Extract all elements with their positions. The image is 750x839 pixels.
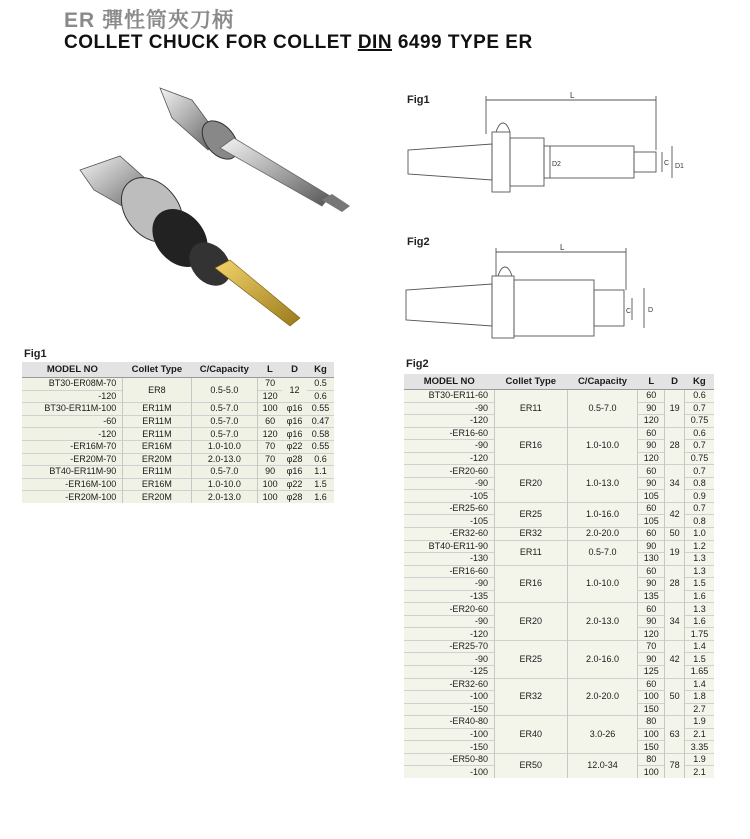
column-header: C/Capacity	[567, 374, 638, 390]
table-cell: 100	[258, 478, 282, 491]
table-cell: -60	[22, 415, 123, 428]
table-cell: ER50	[494, 753, 567, 778]
table-row	[404, 565, 714, 578]
table-cell: 100	[638, 766, 665, 778]
table-cell: 120	[638, 415, 665, 428]
table-cell: 34	[665, 603, 685, 641]
table-cell: BT30-ER11-60	[404, 390, 494, 403]
table-cell: 150	[638, 703, 665, 716]
fig1-dim-d1: D1	[675, 163, 684, 170]
table-row	[22, 440, 334, 453]
table-cell: -120	[22, 428, 123, 441]
table-cell: φ16	[282, 428, 307, 441]
spec-table-fig2	[404, 374, 714, 778]
table-cell: 1.5	[685, 578, 714, 591]
table-cell: 42	[665, 640, 685, 678]
table-cell: -125	[404, 666, 494, 679]
table-cell: 60	[638, 502, 665, 515]
title-chinese: ER 彈性筒夾刀柄	[64, 9, 235, 32]
title-english	[64, 32, 533, 54]
table-cell: -100	[404, 766, 494, 778]
table-cell: 0.55	[307, 440, 334, 453]
table-cell: ER11	[494, 540, 567, 565]
table-cell: -90	[404, 477, 494, 490]
table-cell: 70	[638, 640, 665, 653]
table-cell: -ER32-60	[404, 678, 494, 691]
table-cell: φ22	[282, 478, 307, 491]
product-photo	[60, 78, 360, 338]
table-cell: 12	[282, 378, 307, 403]
table-cell: -90	[404, 402, 494, 415]
table-cell: 150	[638, 741, 665, 754]
column-header: L	[258, 362, 282, 378]
table-cell: 60	[638, 528, 665, 541]
fig1-dim-l: L	[570, 91, 575, 100]
table-cell: 60	[638, 678, 665, 691]
table-cell: ER8	[123, 378, 191, 403]
table-row	[22, 466, 334, 479]
table-cell: 1.0-16.0	[567, 502, 638, 527]
table-cell: 1.2	[685, 540, 714, 553]
table-cell: 1.3	[685, 603, 714, 616]
table-cell: 0.8	[685, 477, 714, 490]
table-cell: 1.4	[685, 678, 714, 691]
table-cell: 50	[665, 678, 685, 716]
table-cell: -ER40-80	[404, 716, 494, 729]
table-cell: 1.9	[685, 753, 714, 766]
column-header: D	[665, 374, 685, 390]
table-row	[404, 540, 714, 553]
table-cell: ER11M	[123, 428, 191, 441]
table-cell: 0.5-7.0	[191, 428, 258, 441]
table-cell: 80	[638, 753, 665, 766]
fig1-dim-c: C	[664, 160, 670, 167]
table-cell: -130	[404, 553, 494, 566]
table-row	[404, 528, 714, 541]
fig2-technical-drawing	[400, 240, 710, 360]
table-cell: 1.0-13.0	[567, 465, 638, 503]
column-header: MODEL NO	[22, 362, 123, 378]
table-row	[22, 453, 334, 466]
table-cell: 2.0-20.0	[567, 678, 638, 716]
table-cell: 34	[665, 465, 685, 503]
table-cell: 0.75	[685, 452, 714, 465]
table-cell: ER32	[494, 528, 567, 541]
table-row	[404, 753, 714, 766]
table-cell: φ16	[282, 415, 307, 428]
fig2-dim-l: L	[560, 243, 565, 252]
table-cell: 70	[258, 378, 282, 391]
table-row	[404, 640, 714, 653]
table-cell: ER16	[494, 565, 567, 603]
fig1-technical-drawing	[400, 90, 710, 210]
table-cell: 60	[638, 390, 665, 403]
table-cell: ER20	[494, 465, 567, 503]
table-cell: -90	[404, 615, 494, 628]
table-cell: -ER20M-100	[22, 491, 123, 503]
table-cell: φ16	[282, 466, 307, 479]
table-cell: -150	[404, 703, 494, 716]
table-cell: 0.47	[307, 415, 334, 428]
table-row	[22, 428, 334, 441]
table-cell: 1.0-10.0	[191, 478, 258, 491]
fig2-drawing-label: Fig2	[407, 236, 430, 248]
spec-table-fig1	[22, 362, 334, 503]
table-cell: 78	[665, 753, 685, 778]
table-cell: ER11M	[123, 415, 191, 428]
table-cell: ER40	[494, 716, 567, 754]
table-cell: 0.5	[307, 378, 334, 391]
table-cell: -ER50-80	[404, 753, 494, 766]
table-cell: 1.0-10.0	[567, 427, 638, 465]
table-cell: BT30-ER08M-70	[22, 378, 123, 391]
table-cell: 1.6	[685, 590, 714, 603]
table-cell: 100	[638, 691, 665, 704]
table-cell: 60	[638, 603, 665, 616]
table-cell: -120	[22, 390, 123, 403]
table-cell: -90	[404, 440, 494, 453]
table-cell: -100	[404, 691, 494, 704]
table-cell: 120	[258, 428, 282, 441]
table-row	[22, 403, 334, 416]
table-cell: 0.5-7.0	[191, 415, 258, 428]
table-cell: -ER20-60	[404, 465, 494, 478]
table-cell: 50	[665, 528, 685, 541]
table-cell: 1.3	[685, 553, 714, 566]
table-cell: 0.8	[685, 515, 714, 528]
table-cell: 1.6	[685, 615, 714, 628]
table-cell: 63	[665, 716, 685, 754]
table-cell: 0.75	[685, 415, 714, 428]
table-cell: ER25	[494, 640, 567, 678]
table-cell: -ER20-60	[404, 603, 494, 616]
table-cell: 90	[258, 466, 282, 479]
table-cell: 28	[665, 427, 685, 465]
table-cell: -105	[404, 490, 494, 503]
table-cell: 28	[665, 565, 685, 603]
table-cell: -90	[404, 578, 494, 591]
table-cell: 80	[638, 716, 665, 729]
table-cell: -ER25-70	[404, 640, 494, 653]
table-cell: 90	[638, 402, 665, 415]
table-cell: 1.5	[307, 478, 334, 491]
column-header: Kg	[307, 362, 334, 378]
column-header: L	[638, 374, 665, 390]
table-cell: 1.8	[685, 691, 714, 704]
table-cell: 100	[638, 728, 665, 741]
table-cell: 0.6	[307, 390, 334, 403]
table-cell: 60	[638, 565, 665, 578]
table-cell: -120	[404, 452, 494, 465]
table-cell: 100	[258, 403, 282, 416]
table-cell: ER16M	[123, 440, 191, 453]
table-cell: 125	[638, 666, 665, 679]
table-row	[404, 390, 714, 403]
table-cell: ER16M	[123, 478, 191, 491]
table-cell: 120	[638, 452, 665, 465]
table-cell: 0.7	[685, 502, 714, 515]
title-prefix: COLLET CHUCK FOR COLLET	[64, 32, 353, 53]
fig1-dim-d2: D2	[552, 161, 561, 168]
column-header: D	[282, 362, 307, 378]
table-row	[404, 502, 714, 515]
holder-long-icon	[160, 88, 350, 212]
table-row	[22, 478, 334, 491]
table-row	[404, 678, 714, 691]
table-cell: 0.5-7.0	[567, 540, 638, 565]
table-cell: 0.7	[685, 440, 714, 453]
table-cell: -ER32-60	[404, 528, 494, 541]
table-cell: 0.58	[307, 428, 334, 441]
table-cell: 12.0-34	[567, 753, 638, 778]
table-cell: 90	[638, 615, 665, 628]
table-cell: 19	[665, 390, 685, 428]
table-cell: 105	[638, 490, 665, 503]
table-cell: φ28	[282, 453, 307, 466]
table-row	[404, 603, 714, 616]
table-cell: 1.0	[685, 528, 714, 541]
table-cell: 0.6	[685, 390, 714, 403]
table-cell: 1.0-10.0	[567, 565, 638, 603]
table-cell: -ER16M-70	[22, 440, 123, 453]
title-suffix: 6499 TYPE ER	[397, 32, 533, 53]
table-row	[22, 415, 334, 428]
table-cell: -150	[404, 741, 494, 754]
table-cell: 0.5-7.0	[567, 390, 638, 428]
table-cell: ER32	[494, 678, 567, 716]
table1-label: Fig1	[24, 348, 47, 360]
fig2-dim-d: D	[648, 307, 654, 314]
column-header: Collet Type	[123, 362, 191, 378]
table-cell: 120	[638, 628, 665, 641]
table-cell: 1.3	[685, 565, 714, 578]
table-cell: -105	[404, 515, 494, 528]
table-cell: -ER25-60	[404, 502, 494, 515]
table-cell: φ28	[282, 491, 307, 503]
table-cell: 2.7	[685, 703, 714, 716]
table-cell: 2.0-16.0	[567, 640, 638, 678]
table-cell: 1.0-10.0	[191, 440, 258, 453]
table-cell: 3.35	[685, 741, 714, 754]
table-cell: 0.6	[307, 453, 334, 466]
table-cell: 2.0-13.0	[567, 603, 638, 641]
holder-short-icon	[80, 156, 300, 326]
table-cell: 2.0-13.0	[191, 453, 258, 466]
table-cell: φ22	[282, 440, 307, 453]
table-cell: 1.1	[307, 466, 334, 479]
table-cell: 0.5-5.0	[191, 378, 258, 403]
table-cell: 19	[665, 540, 685, 565]
table-cell: 100	[258, 491, 282, 503]
table-cell: ER20	[494, 603, 567, 641]
table-row	[22, 378, 334, 391]
table-cell: 0.55	[307, 403, 334, 416]
column-header: MODEL NO	[404, 374, 494, 390]
table-cell: -ER20M-70	[22, 453, 123, 466]
table-cell: 70	[258, 453, 282, 466]
table-cell: ER20M	[123, 453, 191, 466]
table-cell: BT40-ER11-90	[404, 540, 494, 553]
table-row	[404, 465, 714, 478]
table-cell: 1.9	[685, 716, 714, 729]
table-row	[22, 491, 334, 503]
table-cell: 1.4	[685, 640, 714, 653]
table-cell: 130	[638, 553, 665, 566]
table-cell: 0.5-7.0	[191, 403, 258, 416]
table-cell: 60	[638, 427, 665, 440]
table-cell: 0.6	[685, 427, 714, 440]
table-row	[404, 716, 714, 729]
table-cell: 1.6	[307, 491, 334, 503]
column-header: Collet Type	[494, 374, 567, 390]
table-cell: 90	[638, 477, 665, 490]
table-cell: 60	[258, 415, 282, 428]
table-cell: -120	[404, 415, 494, 428]
table-cell: -120	[404, 628, 494, 641]
table-cell: ER25	[494, 502, 567, 527]
column-header: Kg	[685, 374, 714, 390]
table-cell: -135	[404, 590, 494, 603]
table-cell: -100	[404, 728, 494, 741]
table-cell: BT40-ER11M-90	[22, 466, 123, 479]
table-cell: 105	[638, 515, 665, 528]
table-cell: ER11M	[123, 403, 191, 416]
table-cell: 0.7	[685, 465, 714, 478]
table-cell: 2.0-20.0	[567, 528, 638, 541]
table-cell: ER11M	[123, 466, 191, 479]
table-cell: -90	[404, 653, 494, 666]
table-cell: 70	[258, 440, 282, 453]
table-cell: -ER16M-100	[22, 478, 123, 491]
column-header: C/Capacity	[191, 362, 258, 378]
table-cell: 0.7	[685, 402, 714, 415]
table-cell: φ16	[282, 403, 307, 416]
table-cell: 60	[638, 465, 665, 478]
table-row	[404, 427, 714, 440]
table-cell: 1.75	[685, 628, 714, 641]
table-cell: 135	[638, 590, 665, 603]
table-cell: ER20M	[123, 491, 191, 503]
table-cell: 1.65	[685, 666, 714, 679]
table-cell: -ER16-60	[404, 565, 494, 578]
table-cell: ER11	[494, 390, 567, 428]
table-cell: 90	[638, 440, 665, 453]
table-cell: 2.1	[685, 728, 714, 741]
table-cell: 1.5	[685, 653, 714, 666]
table-cell: 3.0-26	[567, 716, 638, 754]
table-cell: 42	[665, 502, 685, 527]
table-cell: BT30-ER11M-100	[22, 403, 123, 416]
fig1-drawing-label: Fig1	[407, 94, 430, 106]
table-cell: 120	[258, 390, 282, 403]
table-cell: ER16	[494, 427, 567, 465]
table-cell: 90	[638, 653, 665, 666]
fig2-dim-c: C	[626, 308, 632, 315]
table2-label: Fig2	[406, 358, 429, 370]
table-cell: 2.1	[685, 766, 714, 778]
title-din: DIN	[357, 32, 393, 53]
table-cell: 0.9	[685, 490, 714, 503]
table-cell: 2.0-13.0	[191, 491, 258, 503]
table-cell: 0.5-7.0	[191, 466, 258, 479]
table-cell: 90	[638, 578, 665, 591]
table-cell: -ER16-60	[404, 427, 494, 440]
table-cell: 90	[638, 540, 665, 553]
